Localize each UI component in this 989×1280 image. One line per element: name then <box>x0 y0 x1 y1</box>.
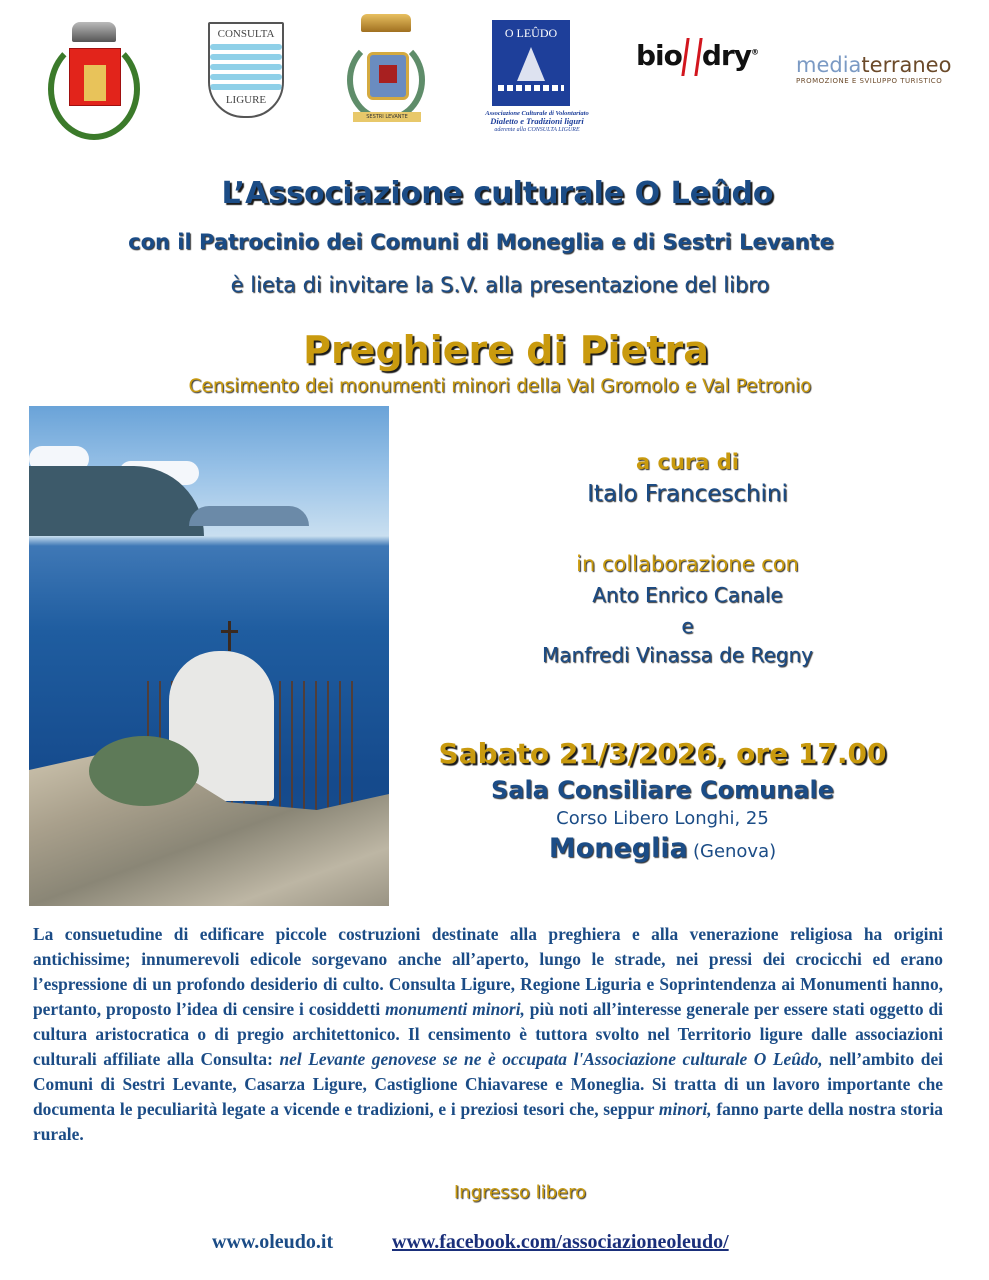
shield-icon <box>69 48 121 106</box>
moneglia-coat-of-arms-logo <box>48 18 140 143</box>
crown-icon <box>72 22 116 42</box>
event-city-line <box>400 833 925 864</box>
shrine-by-the-sea-photo <box>29 406 389 906</box>
red-bars-icon <box>681 38 702 76</box>
ribbon-label: SESTRI LEVANTE <box>353 112 421 122</box>
description-paragraph: La consuetudine di edificare piccole costruzioni destinate alla preghiera e alla venerazione religiosa ha origini antichissime; innumerevoli edicole sorgevano anche all’aperto, lungo le strade, nei pressi dei crocicchi ed erano l’espressione di un profondo desiderio di culto. Consulta Ligure, Regione Liguria e Soprintendenza ai Monumenti hanno, pertanto, proposto l’idea di censire i cosiddetti monumenti minori, più noti all’interesse generale per essere stati oggetto di cultura aristocratica o di pregio architettonico. Il censimento è tuttora svolto nel Territorio ligure dalle associazioni culturali affiliate alla Consulta: nel Levante genovese se ne è occupata l'Associazione culturale O Leûdo, nell’ambito dei Comuni di Sestri Levante, Casarza Ligure, Castiglione Chiavarese e Moneglia. Si tratta di un lavoro importante che documenta le peculiarità legate a vicende e tradizioni, e i preziosi tesori che, seppur minori, fanno parte della nostra storia rurale. <box>33 924 943 1144</box>
free-entry-label: Ingresso libero <box>453 1182 587 1203</box>
tower-icon <box>84 65 106 101</box>
event-province: (Genova) <box>692 841 777 862</box>
sailboat-icon <box>517 47 545 81</box>
consulta-ligure-logo: CONSULTA LIGURE <box>208 22 284 118</box>
facebook-link[interactable]: www.facebook.com/associazioneoleudo/ <box>392 1231 729 1253</box>
curated-by-label: a cura di <box>636 450 739 474</box>
shield-icon <box>367 52 409 100</box>
collaboration-label: in collaborazione con <box>576 552 799 576</box>
o-leudo-logo: O LEÛDO Associazione Culturale di Volontariato Dialetto e Tradizioni liguri aderente alla CONSULTA LIGURE <box>462 20 612 134</box>
event-datetime: Sabato 21/3/2026, ore 17.00 <box>438 737 887 770</box>
castle-icon <box>379 65 397 83</box>
cross-icon <box>228 621 231 651</box>
event-venue: Sala Consiliare Comunale <box>490 776 835 804</box>
crown-icon <box>361 14 411 32</box>
sestri-levante-coat-of-arms-logo <box>345 14 427 124</box>
curator-name: Italo Franceschini <box>587 481 788 507</box>
mediaterraneo-logo: mediaterraneo PROMOZIONE E SVILUPPO TURISTICO <box>796 53 952 85</box>
event-city: Moneglia <box>548 833 688 864</box>
book-title: Preghiere di Pietra <box>303 328 709 372</box>
association-title: L’Associazione culturale O Leûdo <box>221 176 774 211</box>
event-address: Corso Libero Longhi, 25 <box>556 808 769 829</box>
collaborator-2: Manfredi Vinassa de Regny <box>542 643 813 667</box>
and-text: e <box>681 614 694 638</box>
patronage-line: con il Patrocinio dei Comuni di Moneglia e di Sestri Levante <box>128 230 834 254</box>
biodry-logo: bio dry® <box>636 38 758 76</box>
invite-line: è lieta di invitare la S.V. alla presentazione del libro <box>230 273 770 297</box>
book-subtitle: Censimento dei monumenti minori della Val Gromolo e Val Petronio <box>188 376 812 397</box>
collaborator-1: Anto Enrico Canale <box>592 583 783 607</box>
website-link[interactable]: www.oleudo.it <box>212 1231 334 1253</box>
